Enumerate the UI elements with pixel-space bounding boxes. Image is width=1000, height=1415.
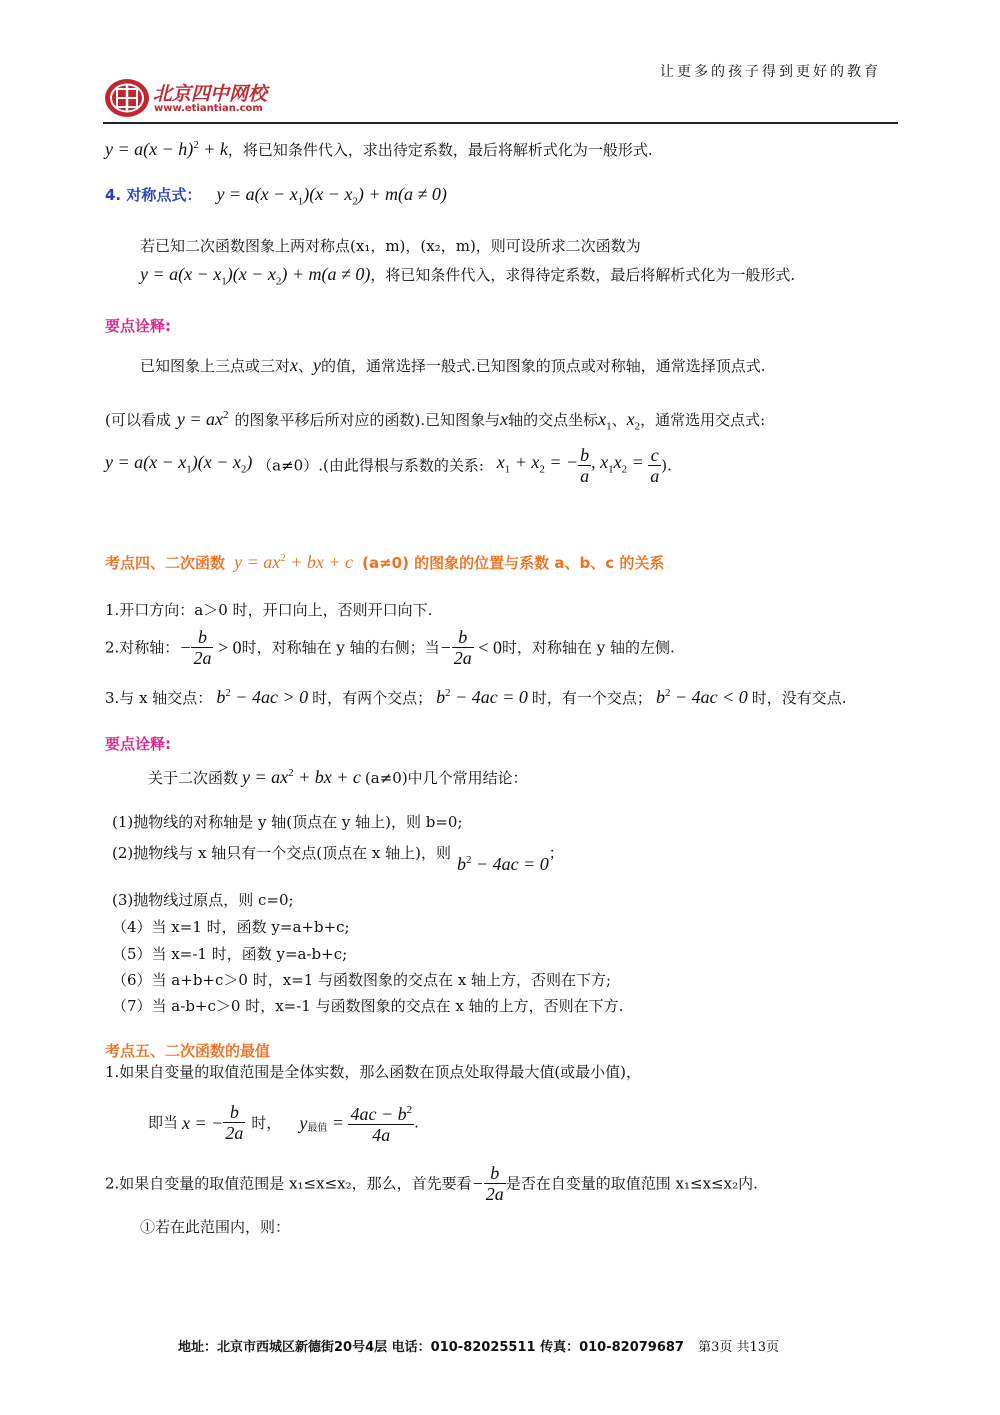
logo: [104, 78, 150, 122]
logo-text: 北京四中网校: [153, 83, 268, 105]
note1-line1: 已知图象上三点或三对x、y的值，通常选择一般式.已知图象的顶点或对称轴，通常选择顶点式.: [140, 355, 766, 375]
kp4-title: 考点四、二次函数 $y = ax^2$ + bx + c (a≠0) 的图象的位置与系数 a、b、c 的关系: [105, 552, 665, 572]
note2-l7: （7）当 a-b+c＞0 时，x=-1 与函数图象的交点在 x 轴的上方，否则在下方.: [112, 997, 624, 1015]
footer: [178, 1336, 779, 1355]
note2-l6: （6）当 a+b+c＞0 时，x=1 与函数图象的交点在 x 轴上方，否则在下方;: [112, 971, 612, 989]
kp4-item1: 1.开口方向：a＞0 时，开口向上，否则开口向下.: [105, 601, 433, 619]
symmetric-body-1: 若已知二次函数图象上两对称点(x₁，m)，(x₂，m)，则可设所求二次函数为: [140, 237, 641, 255]
vertex-form-line: $y = a(x - h)^2 + k$，将已知条件代入，求出待定系数，最后将解析式化为一般形式.: [105, 139, 653, 159]
symmetric-body-2: $y = a(x - x_1)(x - x_2) + m(a \ne 0)$，将已知条件代入，求得待定系数，最后将解析式化为一般形式.: [140, 264, 796, 288]
kp5-title: 考点五、二次函数的最值: [105, 1042, 271, 1060]
logo-emblem-icon: [104, 78, 150, 118]
note2-intro: 关于二次函数 $y = ax^2$ + bx + c (a≠0)中几个常用结论：: [148, 767, 528, 787]
note2-l4: （4）当 x=1 时，函数 y=a+b+c;: [112, 918, 350, 936]
kp5-l1: 1.如果自变量的取值范围是全体实数，那么函数在顶点处取得最大值(或最小值)，: [105, 1063, 642, 1081]
note1-title: 要点诠释:: [105, 317, 171, 335]
footer-address: 地址：北京市西城区新德街20号4层 电话：010-82025511 传真：010-82079687: [178, 1340, 684, 1355]
note2-l3: (3)抛物线过原点，则 c=0;: [112, 891, 294, 909]
kp4-item2: 2.对称轴：− $\frac{b}{2a}$ > 0时，对称轴在 y 轴的右侧；当− $\frac{b}{2a}$ < 0时，对称轴在 y 轴的左侧.: [105, 627, 675, 668]
note1-line2: (可以看成 $y = ax^2$ 的图象平移后所对应的函数).已知图象与x轴的交点坐标$x_1$、$x_2$，通常选用交点式:: [105, 409, 766, 433]
formula-symmetric: $y = a(x - x_1)(x - x_2) + m(a \ne 0)$: [216, 184, 447, 208]
kp5-l3: 2.如果自变量的取值范围是 x₁≤x≤x₂，那么，首先要看− $\frac{b}{2a}$ 是否在自变量的取值范围 x₁≤x≤x₂内.: [105, 1163, 758, 1204]
symmetric-form-title: 4. 对称点式： $y = a(x - x_1)(x - x_2) + m(a \ne 0)$: [105, 184, 447, 208]
note2-l2: (2)抛物线与 x 轴只有一个交点(顶点在 x 轴上)，则$b^2 - 4ac = 0$；: [112, 844, 564, 874]
note2-l1: (1)抛物线的对称轴是 y 轴(顶点在 y 轴上)，则 b=0;: [112, 813, 463, 831]
header-divider: [103, 122, 898, 124]
formula-vertex: $y = a(x - h)^2 + k$: [105, 139, 228, 159]
formula-symmetric-2: $y = a(x - x_1)(x - x_2) + m(a \ne 0)$: [140, 264, 371, 288]
kp4-item3: 3.与 x 轴交点： $b^2 - 4ac > 0$ 时，有两个交点； $b^2 - 4ac = 0$ 时，有一个交点； $b^2 - 4ac < 0$ 时，没有交点.: [105, 687, 847, 707]
footer-page: 第3页 共13页: [698, 1340, 780, 1355]
note2-l5: （5）当 x=-1 时，函数 y=a-b+c;: [112, 945, 348, 963]
kp5-l4: ①若在此范围内，则：: [140, 1218, 291, 1236]
header-slogan: 让更多的孩子得到更好的教育: [660, 64, 881, 80]
kp5-l2: 即当 x = − $\frac{b}{2a}$ 时， $y_{最值}$ = $\frac{4ac - b^2}{4a}$ .: [148, 1102, 419, 1145]
logo-url: www.etiantian.com: [154, 103, 263, 114]
note2-title: 要点诠释:: [105, 735, 171, 753]
note1-line3: $y = a(x - x_1)(x - x_2)$ （a≠0）.(由此得根与系数的关系: $x_1 + x_2$ = − $\frac{b}{a}$ , $x_1x_2$ = $\frac{c}{a}$ ).: [105, 445, 672, 486]
